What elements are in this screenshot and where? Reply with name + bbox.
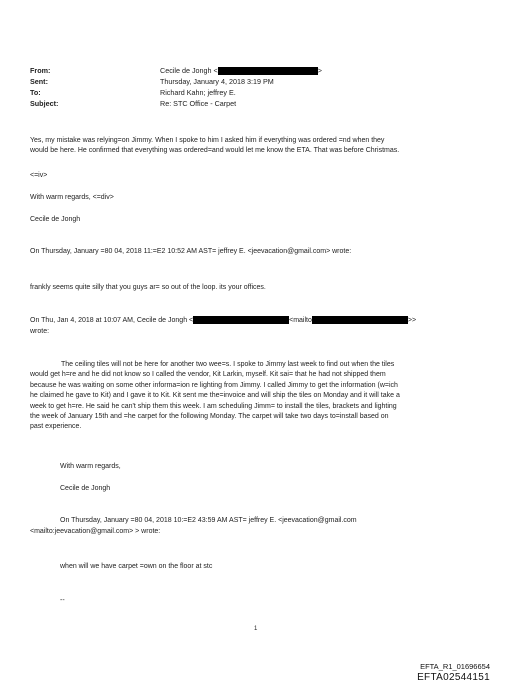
bates-number-2: EFTA02544151 xyxy=(417,672,490,683)
quote-2-end: >> xyxy=(407,317,417,324)
quote-2-prefix: On Thu, Jan 4, 2018 at 10:07 AM, Cecile de Jongh < xyxy=(30,317,194,324)
regards-2: With warm regards, xyxy=(60,463,121,470)
quote-2-wrote: wrote: xyxy=(30,328,50,335)
text-line: would get h=re and he did not know so I called the vendor, Kit Larkin, myself. Kit sai= that he had not shipped them xyxy=(30,371,386,379)
quote-3-header-line-2: <mailto:jeevacation@gmail.com> > wrote: xyxy=(30,528,161,535)
regards-1: With warm regards, <=div> xyxy=(30,194,114,201)
to-label: To: xyxy=(30,88,41,97)
text-line: would be here. He confirmed that everything was ordered=and would let me know the ETA. That was before Christmas. xyxy=(30,147,400,155)
text-line: Yes, my mistake was relying=on Jimmy. When I spoke to him I asked him if everything was ordered =nd when they xyxy=(30,137,385,144)
text-line: because he was waiting on some other informa=ion re lighting from Jimmy. I called Jimmy to get the information (w=ich xyxy=(30,381,398,389)
text-line: past experience. xyxy=(30,423,82,431)
redaction-box xyxy=(312,316,408,324)
from-value xyxy=(160,66,322,76)
quote-1-header: On Thursday, January =80 04, 2018 11:=E2 10:52 AM AST= jeffrey E. <jeevacation@gmail.com> wrote: xyxy=(30,248,352,255)
quote-3-header-line-1: On Thursday, January =80 04, 2018 10:=E2 43:59 AM AST= jeffrey E. <jeevacation@gmail.com xyxy=(60,517,357,524)
text-line: week to get h=re. He said he can't ship them this week. I am scheduling Jimm= to install the tiles, brackets and lighting xyxy=(30,402,397,410)
signature-2: Cecile de Jongh xyxy=(60,485,111,492)
mailto-text: <mailto xyxy=(289,317,312,324)
redaction-box xyxy=(193,316,289,324)
body-paragraph-2 xyxy=(30,360,492,433)
to-value: Richard Kahn; jeffrey E. xyxy=(160,88,236,97)
from-name: Cecile de Jongh < xyxy=(160,66,218,75)
quote-3-body: when will we have carpet =own on the floor at stc xyxy=(60,563,213,570)
sent-label: Sent: xyxy=(30,77,48,86)
div-tag-text: <=iv> xyxy=(30,172,48,179)
from-suffix: > xyxy=(317,66,322,75)
signature-1: Cecile de Jongh xyxy=(30,216,81,223)
text-line: he claimed he gave to Kit) and I gave it to Kit. Kit sent me the=invoice and will ship the tiles on Monday and it will take a xyxy=(30,392,400,400)
quote-1-body: frankly seems quite silly that you guys ar= so out of the loop. its your offices. xyxy=(30,284,266,291)
page-number: 1 xyxy=(254,626,258,632)
body-paragraph-1 xyxy=(30,136,490,157)
subject-label: Subject: xyxy=(30,99,59,108)
sent-value: Thursday, January 4, 2018 3:19 PM xyxy=(160,77,274,86)
from-label: From: xyxy=(30,66,51,75)
text-line: the week of January 15th and =he carpet for the following Monday. The carpet will take two days to=install based on xyxy=(30,413,389,421)
redaction-box xyxy=(218,67,318,75)
text-line: The ceiling tiles will not be here for another two wee=s. I spoke to Jimmy last week to find out when the tiles xyxy=(61,361,395,368)
bates-number-1: EFTA_R1_01696654 xyxy=(420,662,490,671)
subject-value: Re: STC Office - Carpet xyxy=(160,99,237,108)
quote-2-header xyxy=(30,316,416,326)
signature-dash: -- xyxy=(60,597,65,604)
